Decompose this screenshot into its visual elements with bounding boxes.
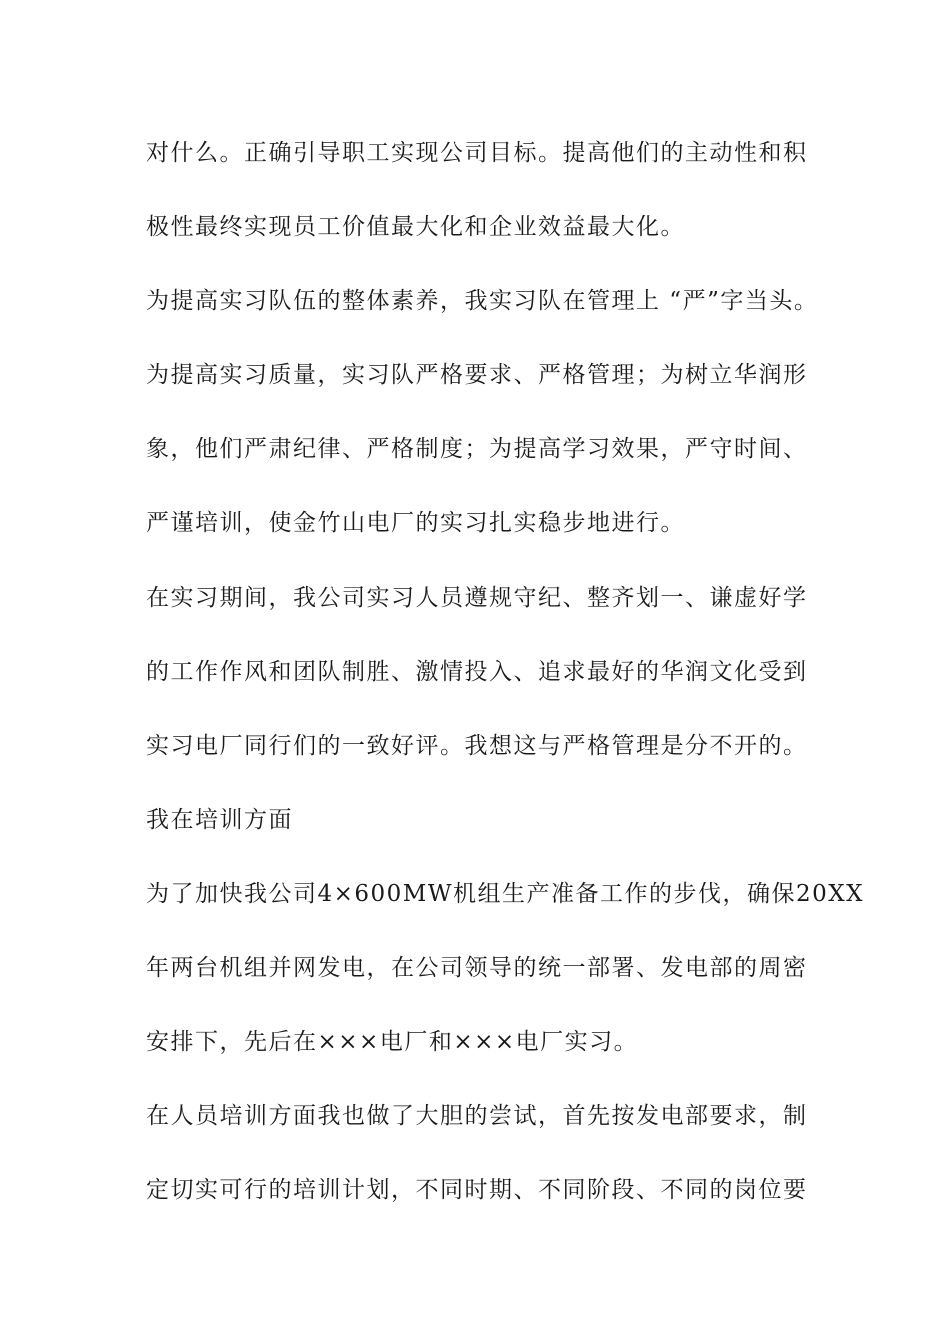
text-line: 对什么。正确引导职工实现公司目标。提高他们的主动性和积 xyxy=(146,140,808,166)
text-line: 极性最终实现员工价值最大化和企业效益最大化。 xyxy=(146,214,685,240)
text-line: 在实习期间，我公司实习人员遵规守纪、整齐划一、谦虚好学 xyxy=(146,585,808,611)
text-line: 严谨培训，使金竹山电厂的实习扎实稳步地进行。 xyxy=(146,510,685,536)
text-line: 的工作作风和团队制胜、激情投入、追求最好的华润文化受到 xyxy=(146,659,808,685)
text-line: 实习电厂同行们的一致好评。我想这与严格管理是分不开的。 xyxy=(146,733,808,759)
text-line: 安排下，先后在×××电厂和×××电厂实习。 xyxy=(146,1029,639,1055)
text-line: 象，他们严肃纪律、严格制度；为提高学习效果，严守时间、 xyxy=(146,436,808,462)
text-line: 定切实可行的培训计划，不同时期、不同阶段、不同的岗位要 xyxy=(146,1177,808,1203)
text-line: 在人员培训方面我也做了大胆的尝试，首先按发电部要求，制 xyxy=(146,1103,808,1129)
text-line: 为了加快我公司4×600MW机组生产准备工作的步伐，确保20XX xyxy=(146,881,865,907)
text-line: 年两台机组并网发电，在公司领导的统一部署、发电部的周密 xyxy=(146,955,808,981)
text-line: 为提高实习队伍的整体素养，我实习队在管理上 “严”字当头。 xyxy=(146,288,819,314)
text-line: 为提高实习质量，实习队严格要求、严格管理；为树立华润形 xyxy=(146,362,808,388)
section-heading: 我在培训方面 xyxy=(146,807,293,833)
